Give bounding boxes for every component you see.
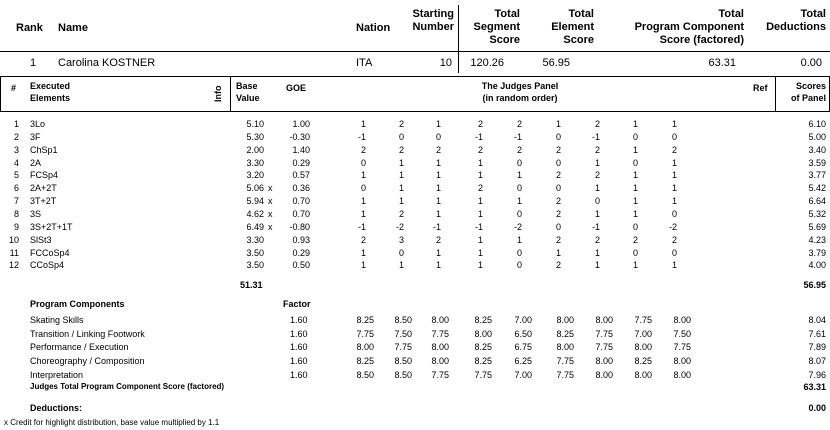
- element-base-value: 3.30: [246, 157, 264, 168]
- element-goe: 0.57: [292, 170, 310, 181]
- component-row: [0, 369, 830, 381]
- skater-total-element-score: 56.95: [542, 57, 570, 69]
- component-name: Performance / Execution: [30, 342, 129, 353]
- judge-mark: 7.75: [595, 342, 613, 353]
- table-row: [0, 157, 830, 169]
- judge-score: 2: [594, 144, 600, 155]
- table-row: [0, 182, 830, 194]
- judge-mark: 8.25: [474, 356, 492, 367]
- judge-score: 1: [477, 157, 483, 168]
- component-score: 8.07: [808, 356, 826, 367]
- judge-score: 1: [398, 183, 404, 194]
- judge-mark: 8.50: [394, 315, 412, 325]
- judge-mark: 8.00: [556, 315, 574, 325]
- judge-mark: 7.75: [556, 356, 574, 367]
- judge-score: 2: [360, 144, 366, 155]
- skater-total-deductions: 0.00: [800, 57, 822, 69]
- component-score: 8.04: [808, 315, 826, 325]
- table-row: [0, 118, 830, 130]
- judge-score: 1: [360, 196, 366, 207]
- judge-score: 1: [671, 196, 677, 207]
- judge-mark: 8.00: [634, 369, 652, 380]
- skater-nation: ITA: [356, 57, 373, 69]
- judge-mark: 8.25: [356, 356, 374, 367]
- judge-mark: 7.75: [394, 342, 412, 353]
- element-panel-score: 3.77: [808, 170, 826, 181]
- judge-score: 1: [594, 157, 600, 168]
- judge-score: 2: [516, 144, 522, 155]
- judge-score: 1: [594, 183, 600, 194]
- element-goe: 0.29: [292, 157, 310, 168]
- element-goe: 0.50: [292, 260, 310, 271]
- judge-score: 1: [398, 157, 404, 168]
- judge-score: 1: [632, 208, 638, 219]
- component-name: Transition / Linking Footwork: [30, 328, 145, 339]
- judge-score: 3: [398, 234, 404, 245]
- element-base-value: 5.30: [246, 131, 264, 142]
- judge-mark: 6.50: [514, 328, 532, 339]
- elements-header-row: [0, 76, 830, 112]
- judge-mark: 7.00: [514, 315, 532, 325]
- element-code: ChSp1: [30, 144, 58, 155]
- judge-mark: 8.25: [356, 315, 374, 325]
- pcs-total-score: 63.31: [803, 382, 826, 392]
- judge-score: 1: [435, 208, 441, 219]
- judge-score: 1: [398, 260, 404, 271]
- judge-score: 1: [594, 208, 600, 219]
- element-code: FCSp4: [30, 170, 59, 181]
- judge-score: -1: [513, 131, 522, 142]
- total-deductions-header: Total Deductions: [766, 8, 826, 33]
- judge-score: -1: [591, 131, 600, 142]
- element-num: 12: [8, 260, 19, 271]
- skater-name: Carolina KOSTNER: [58, 57, 156, 69]
- element-panel-score: 5.00: [808, 131, 826, 142]
- judge-mark: 7.75: [356, 328, 374, 339]
- element-num: 7: [13, 196, 19, 207]
- judge-score: 0: [555, 183, 561, 194]
- judge-score: 1: [594, 247, 600, 258]
- component-score: 7.96: [808, 369, 826, 380]
- judge-mark: 8.25: [556, 328, 574, 339]
- judge-score: 2: [516, 119, 522, 129]
- judge-score: 2: [477, 144, 483, 155]
- table-row: [0, 208, 830, 220]
- table-row: [0, 169, 830, 181]
- judge-score: 1: [594, 260, 600, 271]
- judge-score: 1: [435, 247, 441, 258]
- judge-score: 0: [516, 247, 522, 258]
- component-name: Skating Skills: [30, 315, 84, 325]
- judge-mark: 8.50: [356, 369, 374, 380]
- judge-score: 1: [435, 183, 441, 194]
- nation-header: Nation: [356, 22, 391, 34]
- judge-score: -2: [395, 221, 404, 232]
- element-num: 2: [13, 131, 19, 142]
- judge-score: 1: [632, 196, 638, 207]
- element-code: SlSt3: [30, 234, 52, 245]
- judge-score: 1: [632, 144, 638, 155]
- component-factor: 1.60: [290, 369, 308, 380]
- element-base-value: 3.20: [246, 170, 264, 181]
- judge-score: -2: [668, 221, 677, 232]
- table-row: [0, 144, 830, 156]
- judge-score: -1: [357, 131, 366, 142]
- element-code: 3S: [30, 208, 42, 219]
- element-goe: 0.36: [292, 183, 310, 194]
- judge-score: 2: [594, 234, 600, 245]
- judge-mark: 7.75: [474, 369, 492, 380]
- judge-score: 2: [555, 144, 561, 155]
- pcs-total-label: Judges Total Program Component Score (factored): [30, 382, 225, 391]
- judge-score: 1: [477, 260, 483, 271]
- judge-score: 0: [516, 208, 522, 219]
- skater-rank: 1: [30, 57, 37, 69]
- element-code: 3F: [30, 131, 41, 142]
- element-panel-score: 5.69: [808, 221, 826, 232]
- element-base-value: 3.50: [246, 260, 264, 271]
- judge-score: 0: [435, 131, 441, 142]
- element-num: 3: [13, 144, 19, 155]
- judge-score: 0: [632, 221, 638, 232]
- judge-score: 0: [671, 208, 677, 219]
- element-base-value: 2.00: [246, 144, 264, 155]
- judge-score: 0: [555, 221, 561, 232]
- element-code: 2A+2T: [30, 183, 57, 194]
- judge-score: 2: [477, 119, 483, 129]
- element-goe: 0.70: [292, 208, 310, 219]
- component-name: Interpretation: [30, 369, 84, 380]
- element-base-value: 3.50: [246, 247, 264, 258]
- component-row: [0, 355, 830, 367]
- judge-mark: 8.00: [673, 369, 691, 380]
- base-value-header: Base Value: [236, 81, 260, 103]
- judge-mark: 7.50: [673, 328, 691, 339]
- judge-score: 1: [477, 170, 483, 181]
- table-row: [0, 195, 830, 207]
- element-bonus-mark: x: [268, 208, 273, 219]
- judge-score: 2: [477, 183, 483, 194]
- judge-score: 1: [360, 208, 366, 219]
- judge-mark: 7.75: [431, 328, 449, 339]
- element-panel-score: 6.64: [808, 196, 826, 207]
- judge-score: -1: [474, 131, 483, 142]
- judge-mark: 7.75: [595, 328, 613, 339]
- element-code: 3S+2T+1T: [30, 221, 73, 232]
- element-panel-score: 6.10: [808, 119, 826, 129]
- table-row: [0, 259, 830, 271]
- deductions-label: Deductions:: [30, 403, 83, 413]
- judge-score: 0: [360, 157, 366, 168]
- judge-mark: 8.00: [595, 315, 613, 325]
- judge-mark: 7.00: [634, 328, 652, 339]
- starting-number-header: Starting Number: [412, 8, 454, 33]
- element-base-value: 5.10: [246, 119, 264, 129]
- judge-mark: 8.00: [595, 356, 613, 367]
- judge-score: 1: [435, 170, 441, 181]
- scores-of-panel-header: Scores of Panel: [790, 81, 826, 103]
- judges-panel-header: The Judges Panel (in random order): [481, 81, 559, 103]
- judge-mark: 7.75: [673, 342, 691, 353]
- judge-mark: 8.00: [431, 315, 449, 325]
- judge-score: 0: [516, 260, 522, 271]
- element-code: 2A: [30, 157, 42, 168]
- name-header: Name: [58, 22, 88, 34]
- element-base-value: 5.06: [246, 183, 264, 194]
- element-goe: -0.30: [289, 131, 310, 142]
- elements-total-score: 56.95: [803, 280, 826, 290]
- element-num: 5: [13, 170, 19, 181]
- component-factor: 1.60: [290, 356, 308, 367]
- judge-score: 0: [398, 247, 404, 258]
- judge-mark: 8.00: [634, 342, 652, 353]
- judge-score: -1: [432, 221, 441, 232]
- judge-score: 1: [632, 183, 638, 194]
- table-row: [0, 131, 830, 143]
- judge-score: 0: [516, 183, 522, 194]
- judge-score: 1: [555, 119, 561, 129]
- num-header: #: [11, 83, 17, 93]
- element-bonus-mark: x: [268, 196, 273, 207]
- element-num: 9: [13, 221, 19, 232]
- judge-score: 0: [632, 131, 638, 142]
- factor-header: Factor: [283, 299, 311, 309]
- judge-mark: 8.00: [474, 328, 492, 339]
- total-element-score-header: Total Element Score: [551, 8, 594, 46]
- judge-score: 1: [360, 170, 366, 181]
- judge-score: 1: [555, 247, 561, 258]
- judge-mark: 8.50: [394, 356, 412, 367]
- judge-score: 1: [516, 234, 522, 245]
- judge-score: 2: [398, 144, 404, 155]
- judge-score: 1: [398, 196, 404, 207]
- element-panel-score: 3.40: [808, 144, 826, 155]
- element-code: FCCoSp4: [30, 247, 70, 258]
- judge-score: 1: [671, 157, 677, 168]
- judge-mark: 8.00: [356, 342, 374, 353]
- judge-score: 0: [516, 157, 522, 168]
- judge-mark: 8.50: [394, 369, 412, 380]
- element-panel-score: 5.42: [808, 183, 826, 194]
- element-panel-score: 4.23: [808, 234, 826, 245]
- judge-score: 0: [632, 157, 638, 168]
- judge-score: 2: [435, 144, 441, 155]
- element-code: 3T+2T: [30, 196, 57, 207]
- info-header: Info: [213, 85, 223, 102]
- element-code: 3Lo: [30, 119, 46, 129]
- judge-score: 1: [516, 170, 522, 181]
- judge-score: 1: [671, 183, 677, 194]
- judge-mark: 8.00: [431, 356, 449, 367]
- footnote: x Credit for highlight distribution, base value multiplied by 1.1: [4, 418, 220, 427]
- deductions-score: 0.00: [808, 403, 826, 413]
- judge-mark: 6.25: [514, 356, 532, 367]
- table-row: [0, 247, 830, 259]
- judge-score: 2: [398, 208, 404, 219]
- element-bonus-mark: x: [268, 221, 273, 232]
- judge-score: 1: [360, 260, 366, 271]
- judge-mark: 8.25: [634, 356, 652, 367]
- judge-score: 1: [632, 170, 638, 181]
- executed-elements-header: Executed Elements: [30, 81, 71, 103]
- component-row: [0, 341, 830, 353]
- element-panel-score: 5.32: [808, 208, 826, 219]
- element-base-value: 4.62: [246, 208, 264, 219]
- judge-score: 0: [555, 157, 561, 168]
- judge-score: -1: [357, 221, 366, 232]
- element-base-value: 5.94: [246, 196, 264, 207]
- judge-score: 0: [671, 131, 677, 142]
- judge-mark: 7.75: [556, 369, 574, 380]
- element-num: 11: [9, 247, 19, 258]
- program-components-header: Program Components: [30, 299, 125, 309]
- judge-score: 1: [671, 170, 677, 181]
- element-num: 8: [13, 208, 19, 219]
- judge-mark: 8.25: [474, 315, 492, 325]
- judge-score: 2: [594, 170, 600, 181]
- judge-score: 2: [671, 144, 677, 155]
- judge-score: 1: [632, 260, 638, 271]
- judge-score: -1: [474, 221, 483, 232]
- judge-score: 0: [632, 247, 638, 258]
- judge-mark: 8.00: [673, 315, 691, 325]
- element-goe: 0.93: [292, 234, 310, 245]
- judge-mark: 7.50: [394, 328, 412, 339]
- judge-score: 1: [435, 157, 441, 168]
- element-goe: 1.00: [292, 119, 310, 129]
- element-code: CCoSp4: [30, 260, 65, 271]
- judge-score: 1: [435, 119, 441, 129]
- element-base-value: 3.30: [246, 234, 264, 245]
- component-name: Choreography / Composition: [30, 356, 145, 367]
- judge-score: 1: [435, 260, 441, 271]
- judge-mark: 8.25: [474, 342, 492, 353]
- table-row: [0, 234, 830, 246]
- element-num: 6: [13, 183, 19, 194]
- judge-score: 1: [360, 119, 366, 129]
- judge-score: 1: [477, 247, 483, 258]
- judge-mark: 7.00: [514, 369, 532, 380]
- judge-score: 2: [398, 119, 404, 129]
- total-pcs-header: Total Program Component Score (factored): [634, 8, 744, 46]
- element-panel-score: 3.59: [808, 157, 826, 168]
- component-factor: 1.60: [290, 315, 308, 325]
- judge-score: 0: [671, 247, 677, 258]
- judge-score: 1: [477, 234, 483, 245]
- elements-total-base: 51.31: [240, 280, 263, 290]
- judge-score: 1: [671, 119, 677, 129]
- judge-mark: 6.75: [514, 342, 532, 353]
- table-row: [0, 221, 830, 233]
- judge-mark: 7.75: [634, 315, 652, 325]
- element-goe: 0.29: [292, 247, 310, 258]
- judge-score: 2: [555, 170, 561, 181]
- judge-score: 1: [477, 196, 483, 207]
- element-goe: 1.40: [292, 144, 310, 155]
- judge-mark: 8.00: [556, 342, 574, 353]
- ref-header: Ref: [753, 83, 768, 93]
- judge-score: -2: [513, 221, 522, 232]
- judge-score: 1: [398, 170, 404, 181]
- judge-score: 2: [360, 234, 366, 245]
- judge-mark: 7.75: [431, 369, 449, 380]
- judge-mark: 8.00: [431, 342, 449, 353]
- judge-score: 2: [555, 208, 561, 219]
- element-num: 10: [8, 234, 19, 245]
- component-factor: 1.60: [290, 328, 308, 339]
- judge-score: 1: [477, 208, 483, 219]
- judge-mark: 8.00: [673, 356, 691, 367]
- component-factor: 1.60: [290, 342, 308, 353]
- component-score: 7.89: [808, 342, 826, 353]
- element-panel-score: 3.79: [808, 247, 826, 258]
- judge-score: 2: [671, 234, 677, 245]
- skater-starting-number: 10: [439, 57, 452, 69]
- goe-header: GOE: [286, 83, 307, 93]
- judge-score: 2: [555, 196, 561, 207]
- element-bonus-mark: x: [268, 183, 273, 194]
- judge-score: 1: [632, 119, 638, 129]
- judge-score: 2: [555, 260, 561, 271]
- judge-score: -1: [591, 221, 600, 232]
- element-goe: 0.70: [292, 196, 310, 207]
- judge-score: 1: [671, 260, 677, 271]
- component-row: [0, 328, 830, 340]
- judge-score: 1: [435, 196, 441, 207]
- element-panel-score: 4.00: [808, 260, 826, 271]
- component-row: [0, 314, 830, 326]
- judge-score: 1: [516, 196, 522, 207]
- judge-score: 2: [632, 234, 638, 245]
- skater-total-pcs: 63.31: [708, 57, 736, 69]
- element-goe: -0.80: [289, 221, 310, 232]
- element-base-value: 6.49: [246, 221, 264, 232]
- judge-score: 2: [435, 234, 441, 245]
- judge-score: 2: [594, 119, 600, 129]
- element-num: 4: [13, 157, 19, 168]
- total-segment-score-header: Total Segment Score: [473, 8, 520, 46]
- rank-header: Rank: [16, 22, 43, 34]
- judge-score: 1: [360, 247, 366, 258]
- judge-score: 0: [555, 131, 561, 142]
- element-num: 1: [13, 119, 19, 129]
- skater-total-segment-score: 120.26: [470, 57, 504, 69]
- component-score: 7.61: [808, 328, 826, 339]
- judge-score: 0: [360, 183, 366, 194]
- judge-score: 2: [555, 234, 561, 245]
- judge-mark: 8.00: [595, 369, 613, 380]
- judge-score: 0: [398, 131, 404, 142]
- judge-score: 0: [594, 196, 600, 207]
